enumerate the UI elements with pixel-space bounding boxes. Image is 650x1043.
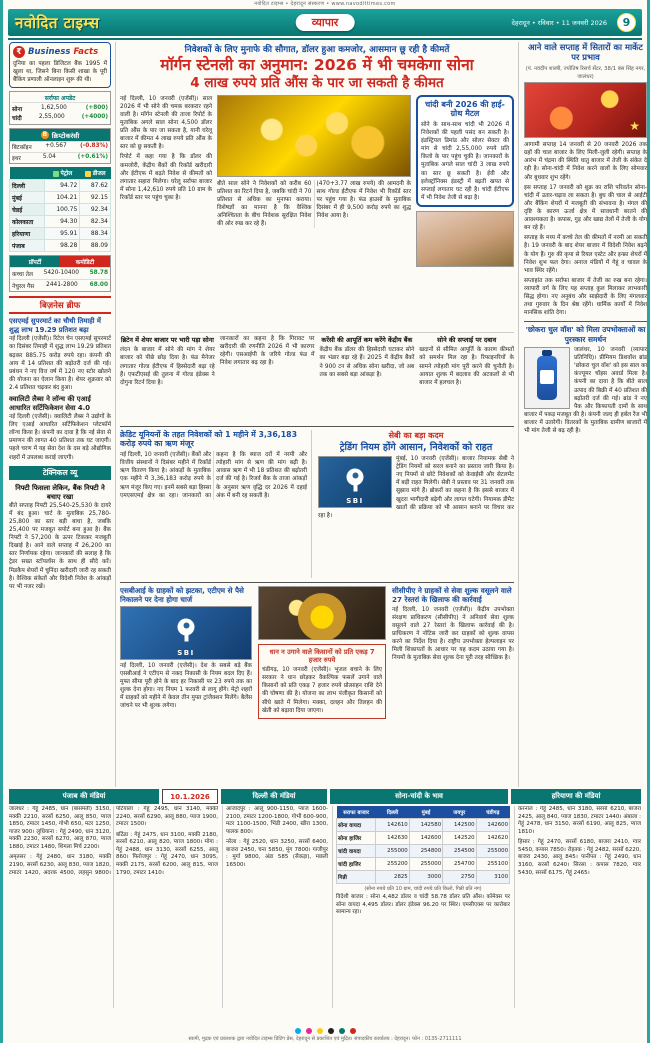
- sbi-signboard-photo: [120, 606, 252, 660]
- bullion-cell: 255000: [476, 845, 509, 858]
- fuel-city: पंजाब: [10, 240, 45, 252]
- facts-title-2: Facts: [73, 47, 99, 57]
- crypto-change: (-0.83%): [80, 143, 108, 150]
- bullion-cell: 254800: [409, 845, 442, 858]
- fuel-row: [10, 180, 111, 192]
- crypto-name: इथर: [12, 156, 21, 163]
- fuel-petrol-header: पेट्रोल: [45, 167, 80, 180]
- business-brief-section: [9, 296, 111, 461]
- brief-headline: एसएमई सुपरमार्ट का चौथी तिमाही में शुद्ध लाभ 19.29 प्रतिशत बढ़ा: [9, 317, 101, 334]
- crypto-name: बिटकॉइन: [12, 145, 32, 152]
- tab-commodity: कमोडिटी: [60, 256, 110, 267]
- lead-column-4: [120, 335, 215, 422]
- ticker-row: [12, 113, 108, 122]
- technical-view-headline: निफ्टी फिसला लेकिन, बैंक निफ्टी ने बचाए रखा: [15, 483, 105, 501]
- teal-dot: [339, 1028, 345, 1034]
- fuel-diesel: 82.34: [80, 216, 111, 228]
- middle-cell: [258, 586, 386, 780]
- lead-column-6: [320, 335, 415, 422]
- crypto-change: (+0.61%): [77, 154, 108, 161]
- fuel-city: चेन्नई: [10, 204, 45, 216]
- print-registration-marks: [3, 1028, 647, 1034]
- lead-column-2: [217, 95, 411, 329]
- crypto-value: 5.04: [42, 154, 56, 161]
- gold-coins-photo: [217, 95, 411, 177]
- left-sidebar: [9, 42, 111, 787]
- haryana-mandi-rates: [514, 806, 641, 1008]
- bullion-cell: 2825: [376, 871, 409, 884]
- cyan-dot: [295, 1028, 301, 1034]
- magenta-dot: [306, 1028, 312, 1034]
- brief-body: नई दिल्ली (एजेंसी)। क्वालिटी लैब्स ने उद्योगों के लिए एआई आधारित सर्टिफिकेशन प्लेटफॉर्म लॉन्च किया है। कंपनी का दावा है कि नई सेवा से प्रमाणन की लागत 40 प्रतिशत तक घट जाएगी। पहले चरण में यह सेवा देश के दस बड़े औद्योगिक शहरों में उपलब्ध कराई जाएगी।: [9, 414, 111, 461]
- lead-paragraph: नई दिल्ली, 10 जनवरी (एजेंसी)। साल 2026 में भी सोने की चमक बरकरार रहने वाली है। मॉर्गन स्टेनली की ताजा रिपोर्ट के मुताबिक अगले साल सोना 4,500 डॉलर प्रति औंस के पार जा सकता है, यानी घरेलू बाजार में कीमत 4 लाख रुपये प्रति औंस के स्तर को छू सकती है।: [120, 95, 212, 151]
- rupee-icon: ₹: [13, 46, 25, 58]
- ticker-change: (+4000): [81, 113, 108, 120]
- astrology-illustration: [524, 82, 647, 138]
- delhi-mandi-title: दिल्ली की मंडियां: [221, 789, 327, 804]
- bullion-cell: 254500: [443, 845, 476, 858]
- technical-view-section: [9, 466, 111, 591]
- gold-coins-bowl-photo: [258, 586, 386, 640]
- credit-body: नई दिल्ली, 10 जनवरी (एजेंसी)। बैंकों और वित्तीय संस्थानों ने दिसंबर महीने में रिकॉर्ड ऋण वितरण किया है। आंकड़ों के मुताबिक एक महीने में 3,36,183 करोड़ रुपये के ऋण मंजूर किए गए। इनमें सबसे बड़ा हिस्सा एमएसएमई क्षेत्र का रहा। जानकारों का कहना है कि ब्याज दरों में नरमी और त्योहारी मांग से ऋण की मांग बढ़ी है। आवास ऋण में भी 18 प्रतिशत की बढ़ोतरी दर्ज की गई है। रिजर्व बैंक के ताजा आंकड़ों के अनुसार ऋण वृद्धि दर 2026 में दहाई अंक में बनी रह सकती है।: [120, 452, 307, 499]
- sbi-atm-body: नई दिल्ली, 10 जनवरी (एजेंसी)। देश के सबसे बड़े बैंक एसबीआई ने एटीएम से नकद निकासी के नियम बदल दिए हैं। मुफ्त सीमा पूरी होने के बाद हर निकासी पर 23 रुपये तक का शुल्क देना होगा। नए नियम 1 फरवरी से लागू होंगे। मेट्रो शहरों में ग्राहकों को महीने में केवल तीन मुफ्त ट्रांजैक्शन मिलेंगे। बैलेंस जांचने पर भी शुल्क लगेगा।: [120, 662, 252, 710]
- bullion-row: [337, 871, 510, 884]
- bullion-cell: चांदी हाजिर: [337, 858, 376, 871]
- fuel-petrol: 98.28: [45, 240, 80, 252]
- product-award-headline: 'छोकरा चुल वॉश' को मिला उपभोक्ताओं का पुरस्कार समर्थन: [525, 325, 646, 344]
- ccpa-body: नई दिल्ली, 10 जनवरी (एजेंसी)। केंद्रीय उपभोक्ता संरक्षण प्राधिकरण (सीसीपीए) ने अनिवार्य सेवा शुल्क वसूलने वाले 27 रेस्तरां के खिलाफ कार्रवाई की है। प्राधिकरण ने नोटिस जारी कर ग्राहकों को शुल्क वापस करने का निर्देश दिया है। राष्ट्रीय उपभोक्ता हेल्पलाइन पर मिली शिकायतों के आधार पर यह कदम उठाया गया है। नियमों के मुताबिक सेवा शुल्क देना पूरी तरह स्वैच्छिक है।: [392, 606, 514, 662]
- fuel-diesel: 88.09: [80, 240, 111, 252]
- diesel-pump-icon: [85, 171, 91, 177]
- credit-article: [120, 430, 312, 578]
- mandi-rates-text: नरेला : गेहूं 2520, धान 3250, सरसों 6400, बाजरा 2450, चना 5850, मूंग 7800। गाजीपुर : मुर्गा 9800, अंडा 585 (सैकड़ा), मछली 16500।: [226, 839, 328, 869]
- brief-body: नई दिल्ली (एजेंसी)। रिटेल चेन एसएमई सुपरमार्ट का दिसंबर तिमाही में शुद्ध लाभ 19.29 प्रतिशत बढ़कर 885.75 करोड़ रुपये रहा। कंपनी की आय में 14 प्रतिशत की बढ़ोतरी दर्ज की गई। प्रबंधन ने नए वित्त वर्ष में 120 नए स्टोर खोलने की योजना का ऐलान किया है। शेयर शुक्रवार को 2.4 प्रतिशत चढ़कर बंद हुआ।: [9, 336, 111, 391]
- mandi-body: [9, 806, 641, 1008]
- crosshead: ब्रिटेन में शेयर बाजार पर भारी पड़ा सोना: [120, 335, 214, 344]
- sbi-wordmark: SBI: [177, 648, 195, 657]
- bullion-header-row: [337, 806, 510, 819]
- crosshead: करेंसी की आपूर्ति कम करेंगे केंद्रीय बैंक: [321, 335, 413, 344]
- bottle-shape: [537, 356, 557, 400]
- fuel-petrol: 104.21: [45, 192, 80, 204]
- fuel-petrol: 94.72: [45, 180, 80, 192]
- delhi-mandi-rates: [222, 806, 328, 1008]
- lead-column-7: [419, 335, 514, 422]
- sbi-atm-article: [120, 586, 252, 780]
- facts-title-1: Business: [28, 47, 71, 57]
- main-content: [115, 42, 519, 787]
- lead-article-continuation: [120, 332, 514, 422]
- bullion-row: [337, 845, 510, 858]
- article-row-2: [120, 582, 514, 780]
- fuel-diesel: 92.34: [80, 204, 111, 216]
- edition-dateline: देहरादून • रविवार • 11 जनवरी 2026: [511, 19, 607, 27]
- lead-column-5: [220, 335, 315, 422]
- mandi-rates-text: बठिंडा : गेहूं 2475, धान 3100, मक्की 2180, सरसों 6210, आलू 820, प्याज 1800। मोगा : गेहूं 2488, धान 3130, सरसों 6255, आलू 860। फिरोजपुर : गेहूं 2470, धान 3095, मक्की 2175, सरसों 6200, आलू 815, प्याज 1790, टमाटर 1410।: [116, 831, 218, 876]
- lead-article-body: [120, 95, 514, 329]
- lead-paragraph: केंद्रीय बैंक डॉलर की हिस्सेदारी घटाकर सोने का भंडार बढ़ा रहे हैं। 2025 में केंद्रीय बैंकों ने 900 टन से अधिक सोना खरीदा, जो अब तक का सबसे बड़ा आंकड़ा है।: [319, 347, 415, 378]
- product-bottle-photo: [524, 347, 570, 409]
- silver-box-title: चांदी बनी 2026 की हाई-ग्रोथ मैटल: [425, 99, 505, 119]
- commodity-widget: [9, 255, 111, 292]
- ticker-row: [12, 104, 108, 113]
- paddy-body: चंडीगढ़, 10 जनवरी (एजेंसी)। भूजल बचाने के लिए सरकार ने धान छोड़कर वैकल्पिक फसलें उगाने वाले किसानों को प्रति एकड़ 7 हजार रुपये प्रोत्साहन राशि देने की घोषणा की है। योजना का लाभ पंजीकृत किसानों को सीधे खाते में मिलेगा। मक्का, दलहन और तिलहन की खेती को बढ़ावा दिया जाएगा।: [262, 667, 382, 714]
- bullion-rates-column: [332, 806, 510, 1008]
- mandi-rates-text: आजादपुर : आलू 900-1150, प्याज 1600-2100, टमाटर 1200-1800, गोभी 600-900, मटर 1100-1500, भिंडी 2400, खीरा 1300, पालक 800।: [226, 806, 328, 835]
- punjab-mandi-rates: [9, 806, 218, 1008]
- sebi-kicker: सेबी का बड़ा कदम: [388, 430, 444, 440]
- commodity-name: नेचुरल गैस: [12, 283, 35, 290]
- mandi-rates-text: जालंधर : गेहूं 2485, धान (बासमती) 3150, मक्की 2210, सरसों 6250, आलू 850, प्याज 1850, टमाटर 1450, गोभी 650, मटर 1250, गाजर 900। लुधियाना : गेहूं 2490, धान 3120, मक्की 2230, सरसों 6270, आलू 870, प्याज 1880, टमाटर 1480, शिमला मिर्च 2200।: [9, 806, 111, 850]
- lead-headline: मॉर्गन स्टेनली का अनुमान: 2026 में भी चमकेगा सोना: [160, 56, 474, 74]
- crypto-widget: [9, 128, 111, 164]
- sebi-article: [318, 430, 514, 578]
- ticker-label: सर्राफा अपडेट: [12, 94, 108, 103]
- commodity-range: 5420-10400: [43, 269, 79, 276]
- mandi-header-strip: [9, 789, 641, 804]
- bullion-header-cell: सराफा बाजार: [337, 806, 376, 819]
- commodity-range: 2441-2800: [46, 281, 78, 288]
- fuel-city: कोलकाता: [10, 216, 45, 228]
- page-footer: [3, 1028, 647, 1042]
- bullion-cell: 142610: [376, 819, 409, 832]
- bullion-rates-table: [336, 806, 510, 884]
- bitcoin-icon: B: [42, 131, 48, 139]
- fuel-diesel: 87.62: [80, 180, 111, 192]
- commodity-name: कच्चा तेल: [12, 271, 33, 278]
- page-number-badge: 9: [617, 13, 636, 32]
- astro-headline: आने वाले सप्ताह में सितारों का मार्केट पर प्रभाव: [528, 42, 643, 63]
- credit-headline: क्रेडिट यूनियनों के तहत निवेशकों को 1 महीने में 3,36,183 करोड़ रुपये का ऋण मंजूर: [120, 429, 298, 449]
- crypto-value: +0.567: [45, 143, 67, 150]
- newspaper-logo: नवोदित टाइम्स: [15, 13, 100, 32]
- lead-kicker: निवेशकों के लिए मुनाफे की सौगात, डॉलर हुआ कमजोर, आसमान छू रही है कीमतें: [184, 45, 450, 55]
- bullion-cell: 142500: [443, 819, 476, 832]
- crypto-row: [10, 141, 110, 152]
- top-strip: नवोदित टाइम्स • देहरादून संस्करण • www.navodittimes.com: [254, 1, 396, 7]
- bullion-cell: 142630: [376, 832, 409, 845]
- bullion-cell: चांदी वायदा: [337, 845, 376, 858]
- fuel-city: दिल्ली: [10, 180, 45, 192]
- black-dot: [328, 1028, 334, 1034]
- bullion-row: [337, 832, 510, 845]
- commodity-value: 58.78: [89, 269, 108, 276]
- bullion-ticker: [9, 91, 111, 125]
- business-facts-box: [9, 42, 111, 88]
- lead-subheadline: 4 लाख रुपये प्रति औंस के पार जा सकती है कीमत: [190, 74, 444, 91]
- lead-paragraph: बीते साल सोने ने निवेशकों को करीब 60 प्रतिशत का रिटर्न दिया है, जबकि चांदी ने 70 प्रतिशत से अधिक का मुनाफा कराया। विशेषज्ञों का मानना है कि वैश्विक अनिश्चितता के बीच निवेशक सुरक्षित निवेश की ओर रुख कर रहे हैं।: [217, 180, 312, 228]
- product-award-body: जालंधर, 10 जनवरी (व्यापार प्रतिनिधि)। प्रीमियम डिशवॉश ब्रांड 'छोकरा चुल वॉश' को इस साल का कंज्यूमर चॉइस अवार्ड मिला है। कंपनी का दावा है कि बीते साल उत्पाद की बिक्री में 40 प्रतिशत की बढ़ोतरी दर्ज की गई। ब्रांड ने नए पैक और किफायती दामों के साथ बाजार में पकड़ मजबूत की है। कंपनी जल्द ही हर्बल रेंज भी बाजार में उतारेगी। वितरकों के मुताबिक ग्रामीण बाजारों में भी मांग तेजी से बढ़ रही है।: [524, 346, 647, 435]
- facts-text: दुनिया का पहला डिजिटल बैंक 1995 में खुला था, जिसने बिना किसी शाखा के पूरी बैंकिंग प्रणाली ऑनलाइन शुरू की थी।: [13, 61, 107, 84]
- bullion-cell: 142620: [476, 832, 509, 845]
- fuel-row: [10, 240, 111, 252]
- astro-paragraph: इस सप्ताह 17 जनवरी को शुक्र का राशि परिवर्तन सोना-चांदी में उतार-चढ़ाव ला सकता है। बुध की चाल से आईटी और बैंकिंग शेयरों में मजबूती की संभावना है। मंगल की दृष्टि के कारण ऊर्जा क्षेत्र में सावधानी बरतने की आवश्यकता है। कपास, गुड़ और खाद्य तेलों में तेजी के योग बन रहे हैं।: [524, 184, 647, 232]
- mandi-rates-text: हिसार : गेहूं 2470, सरसों 6180, बाजरा 2410, ग्वार 5450, कपास 7850। रोहतक : गेहूं 2482, सरसों 6220, बाजरा 2430, आलू 845। पानीपत : गेहूं 2490, धान 3160, सरसों 6240। सिरसा : कपास 7820, ग्वार 5430, सरसों 6175, गेहूं 2465।: [518, 839, 641, 876]
- lead-paragraph: लंदन के बाजार में सोने की मांग ने शेयर बाजार को पीछे छोड़ दिया है। फंड मैनेजर लगातार गोल्ड ईटीएफ में हिस्सेदारी बढ़ा रहे हैं। एफटीएसई की तुलना में गोल्ड इंडेक्स ने दोगुना रिटर्न दिया है।: [120, 347, 215, 386]
- ticker-name: चांदी: [12, 115, 22, 122]
- punjab-mandi-title: पंजाब की मंडियां: [9, 789, 159, 804]
- commodity-tabs: [10, 256, 110, 267]
- bullion-cell: गिन्नी: [337, 871, 376, 884]
- crypto-row: [10, 152, 110, 163]
- lead-column-3: [416, 95, 514, 329]
- red-dot: [350, 1028, 356, 1034]
- sbi-logo: [347, 469, 364, 486]
- bullion-cell: 255100: [476, 858, 509, 871]
- fuel-row: [10, 192, 111, 204]
- fuel-city: हरियाणा: [10, 228, 45, 240]
- bullion-note: (सोना रुपये प्रति 10 ग्राम, चांदी रुपये प्रति किलो, गिन्नी प्रति नग): [364, 886, 482, 892]
- astro-byline: (पं. नवदीप शास्त्री, ज्योतिष रिसर्च सेंटर, 38/1 बंस सिंह नगर, जालंधर): [525, 66, 646, 81]
- lead-paragraph: रिपोर्ट में कहा गया है कि डॉलर की कमजोरी, केंद्रीय बैंकों की रिकॉर्ड खरीदारी और ईटीएफ में बढ़ते निवेश से कीमतों को लगातार सहारा मिलेगा। घरेलू सर्राफा बाजार में सोना 1,42,610 रुपये प्रति 10 ग्राम के रिकॉर्ड स्तर पर पहुंच चुका है।: [120, 154, 212, 201]
- fuel-price-table: [9, 167, 111, 252]
- sbi-logo: [178, 619, 195, 636]
- bullion-cell: 254700: [443, 858, 476, 871]
- fuel-petrol: 94.30: [45, 216, 80, 228]
- right-sidebar: [524, 42, 647, 787]
- bullion-cell: 255000: [409, 858, 442, 871]
- ticker-change: (+800): [85, 104, 108, 111]
- bullion-cell: 142520: [443, 832, 476, 845]
- masthead-rule: [8, 38, 642, 40]
- brief-headline: क्वालिटी लैब्स ने लॉन्च की एआई आधारित सर्टिफिकेशन सेवा 4.0: [9, 395, 91, 412]
- ticker-value: 2,55,000: [38, 113, 65, 120]
- fuel-city-header: [10, 167, 45, 180]
- sebi-headline: ट्रेडिंग नियम होंगे आसान, निवेशकों को राहत: [339, 441, 493, 453]
- fuel-petrol: 100.75: [45, 204, 80, 216]
- astro-paragraph: आगामी सप्ताह 14 जनवरी से 20 जनवरी 2026 तक ग्रहों की चाल बाजार के लिए मिली-जुली रहेगी। सप्ताह के आरंभ में चंद्रमा की स्थिति धातु बाजार में तेजी के संकेत दे रही है। सोना-चांदी में निवेश करने वालों के लिए सोमवार और बुधवार शुभ रहेंगे।: [524, 142, 647, 181]
- astrology-column: [524, 42, 647, 317]
- ccpa-headline: सीसीपीए ने ग्राहकों से सेवा शुल्क वसूलने वाले 27 रेस्तरां के खिलाफ की कार्रवाई: [392, 585, 512, 604]
- article-row-1: [120, 426, 514, 578]
- bullion-cell: सोना वायदा: [337, 819, 376, 832]
- bullion-cell: 142580: [409, 819, 442, 832]
- currency-notes-photo: [416, 211, 514, 267]
- technical-view-title: टेक्निकल व्यू: [9, 466, 111, 480]
- lead-paragraph: (470+3.77 लाख रुपये) की आमदनी के साथ गोल्ड ईटीएफ में निवेश भी रिकॉर्ड स्तर पर पहुंच गया है। फंड हाउसों के मुताबिक दिसंबर में ही 9,500 करोड़ रुपये का शुद्ध निवेश आया है।: [316, 180, 411, 220]
- fuel-diesel: 88.34: [80, 228, 111, 240]
- commodity-row: [10, 267, 110, 279]
- yellow-dot: [317, 1028, 323, 1034]
- lead-article-header: [120, 43, 514, 91]
- bullion-rates-title: सोना-चांदी के भाव: [330, 789, 508, 804]
- paddy-incentive-box: [258, 644, 386, 719]
- crypto-header: [10, 129, 110, 141]
- ticker-value: 1,62,500: [41, 104, 67, 111]
- lead-two-column-text: [217, 180, 411, 229]
- fuel-petrol: 95.91: [45, 228, 80, 240]
- paddy-headline: धान न उगाने वाले किसानों को प्रति एकड़ 7 हजार रुपये: [269, 647, 375, 664]
- imprint-line: स्वामी, मुद्रक एवं प्रकाशक द्वारा नवोदित टाइम्स प्रिंटिंग प्रेस, देहरादून से प्रकाशित एवं मुद्रित। संपादकीय कार्यालय : देहरादून। फोन : 0135-2711111: [188, 1036, 462, 1042]
- lead-column-1: [120, 95, 212, 329]
- technical-view-body: बीते सप्ताह निफ्टी 25,540-25,530 के दायरे में बंद हुआ। चार्ट के मुताबिक 25,780-25,800 का स्तर बड़ी बाधा है, जबकि 25,400 पर मजबूत सपोर्ट बना हुआ है। बैंक निफ्टी ने 57,200 के ऊपर टिककर मजबूती दिखाई है। आने वाले सप्ताह में 26,200 का स्तर निर्णायक रहेगा। जानकारों की सलाह है कि ट्रेडर सख्त स्टॉपलॉस के साथ ही सौदे करें। मिडकैप शेयरों में चुनिंदा खरीदारी जारी रह सकती है। वैश्विक संकेतों और विदेशी निवेश के आंकड़ों पर भी नजर रखें।: [9, 502, 111, 590]
- ticker-name: सोना: [12, 106, 23, 113]
- product-award-article: [524, 321, 647, 435]
- fuel-diesel: 92.15: [80, 192, 111, 204]
- bullion-cell: सोना हाजिर: [337, 832, 376, 845]
- bullion-cell: 255200: [376, 858, 409, 871]
- section-label: व्यापार: [296, 14, 355, 31]
- business-brief-title: बिज़नेस ब्रीफ: [9, 296, 111, 314]
- sbi-atm-headline: एसबीआई के ग्राहकों को झटका, एटीएम से पैसे निकालने पर देना होगा चार्ज: [120, 585, 244, 604]
- mandi-rates-section: [9, 789, 641, 1015]
- rates-date: 10.1.2026: [162, 789, 218, 804]
- bullion-cell: 2750: [443, 871, 476, 884]
- crosshead: सोने की सप्लाई पर दबाव: [437, 335, 497, 344]
- lead-paragraph: जानकारों का कहना है कि गिरावट पर खरीदारी की रणनीति 2026 में भी कारगर रहेगी। एसआईपी के जरिये गोल्ड फंड में निवेश लगातार बढ़ रहा है।: [219, 335, 315, 366]
- fuel-header-row: [10, 167, 111, 180]
- mandi-rates-text: अमृतसर : गेहूं 2480, धान 3180, मक्की 2190, सरसों 6230, आलू 830, प्याज 1820, टमाटर 1420, अदरक 4500, लहसुन 9800। पटियाला : गेहूं 2495, धान 3140, मक्की 2240, सरसों 6290, आलू 880, प्याज 1900, टमाटर 1500।: [9, 806, 218, 876]
- silver-box-body: सोने के साथ-साथ चांदी भी 2026 में निवेशकों की पहली पसंद बन सकती है। इंडस्ट्रियल डिमांड और सोलर सेक्टर की मांग से चांदी 2,55,000 रुपये प्रति किलो के पार पहुंच चुकी है। जानकारों के मुताबिक अगले साल चांदी 3 लाख रुपये का स्तर छू सकती है। ईवी और इलेक्ट्रॉनिक्स इंडस्ट्री में बढ़ती खपत से सप्लाई लगातार घट रही है। चांदी ईटीएफ में भी निवेश तेजी से बढ़ा है।: [421, 121, 509, 201]
- fuel-row: [10, 216, 111, 228]
- commodity-value: 68.00: [89, 281, 108, 288]
- bullion-header-cell: मुंबई: [409, 806, 442, 819]
- fuel-row: [10, 204, 111, 216]
- sebi-body: मुंबई, 10 जनवरी (एजेंसी)। बाजार नियामक सेबी ने ट्रेडिंग नियमों को सरल बनाने का प्रस्ताव जारी किया है। नए नियमों से छोटे निवेशकों को केवाईसी और सेटलमेंट में बड़ी राहत मिलेगी। सेबी ने प्रस्ताव पर 31 जनवरी तक सुझाव मांगे हैं। ब्रोकरों का कहना है कि इससे बाजार में खुदरा भागीदारी बढ़ेगी और लागत घटेगी। नियामक डीमैट खातों की प्रक्रिया को भी आसान बनाने पर विचार कर रहा है।: [318, 456, 514, 519]
- ccpa-article: [392, 586, 514, 780]
- masthead: [8, 9, 642, 36]
- tab-property: प्रॉपर्टी: [10, 256, 60, 267]
- sbi-wordmark: SBI: [346, 497, 364, 506]
- bullion-header-cell: दिल्ली: [376, 806, 409, 819]
- fuel-row: [10, 228, 111, 240]
- lead-paragraph: खदानों से सीमित आपूर्ति के कारण कीमतों को समर्थन मिल रहा है। रिफाइनरियों के सामने त्योहारी मांग पूरी करने की चुनौती है। आयात शुल्क में बदलाव की अटकलों से भी बाजार में हलचल है।: [419, 347, 514, 386]
- bullion-cell: 3100: [476, 871, 509, 884]
- crypto-title: क्रिप्टोकरंसी: [51, 131, 80, 140]
- credit-body-columns: [120, 451, 307, 500]
- fuel-city: मुंबई: [10, 192, 45, 204]
- bullion-row: [337, 858, 510, 871]
- astro-paragraph: सप्ताहांत तक सर्राफा बाजार में तेजी का रुख बना रहेगा। व्यापारी वर्ग के लिए यह सप्ताह कुल मिलाकर लाभकारी सिद्ध होगा। नए अनुबंध और साझेदारी के लिए मंगलवार तथा गुरुवार के दिन श्रेष्ठ रहेंगे। धार्मिक कार्यों में निवेश मानसिक शांति देगा।: [524, 277, 647, 317]
- bullion-cell: 142600: [476, 819, 509, 832]
- mandi-rates-text: करनाल : गेहूं 2485, धान 3180, सरसों 6210, बाजरा 2425, आलू 840, प्याज 1830, टमाटर 1440। अंबाला : गेहूं 2478, धान 3150, सरसों 6190, आलू 825, प्याज 1810।: [518, 806, 641, 835]
- silver-highlight-box: [416, 95, 514, 207]
- bullion-row: [337, 819, 510, 832]
- bullion-cell: 142600: [409, 832, 442, 845]
- bullion-extra-text: विदेशी बाजार : सोना 4,482 डॉलर व चांदी 58.78 डॉलर प्रति औंस। कॉमेक्स पर सोना वायदा 4,495 डॉलर। डॉलर इंडेक्स 96.20 पर स्थिर। एमसीएक्स पर कारोबार सामान्य रहा।: [336, 894, 510, 916]
- commodity-row: [10, 279, 110, 291]
- petrol-pump-icon: [53, 171, 59, 177]
- bullion-header-cell: चंडीगढ़: [476, 806, 509, 819]
- bullion-cell: 255000: [376, 845, 409, 858]
- bullion-cell: 3000: [409, 871, 442, 884]
- fuel-diesel-header: डीजल: [80, 167, 111, 180]
- business-facts-header: [13, 46, 107, 58]
- sbi-building-photo: [318, 456, 392, 508]
- astro-paragraph: सप्ताह के मध्य में कच्चे तेल की कीमतों में नरमी आ सकती है। 19 जनवरी के बाद शेयर बाजार में विदेशी निवेश बढ़ने के योग हैं। गुरु की कृपा से रियल एस्टेट और इन्फ्रा शेयरों में निवेश शुभ फल देगा। अनाज मंडियों में गेहूं व चावल के भाव स्थिर रहेंगे।: [524, 235, 647, 274]
- bullion-header-cell: जयपुर: [443, 806, 476, 819]
- haryana-mandi-title: हरियाणा की मंडियां: [511, 789, 641, 804]
